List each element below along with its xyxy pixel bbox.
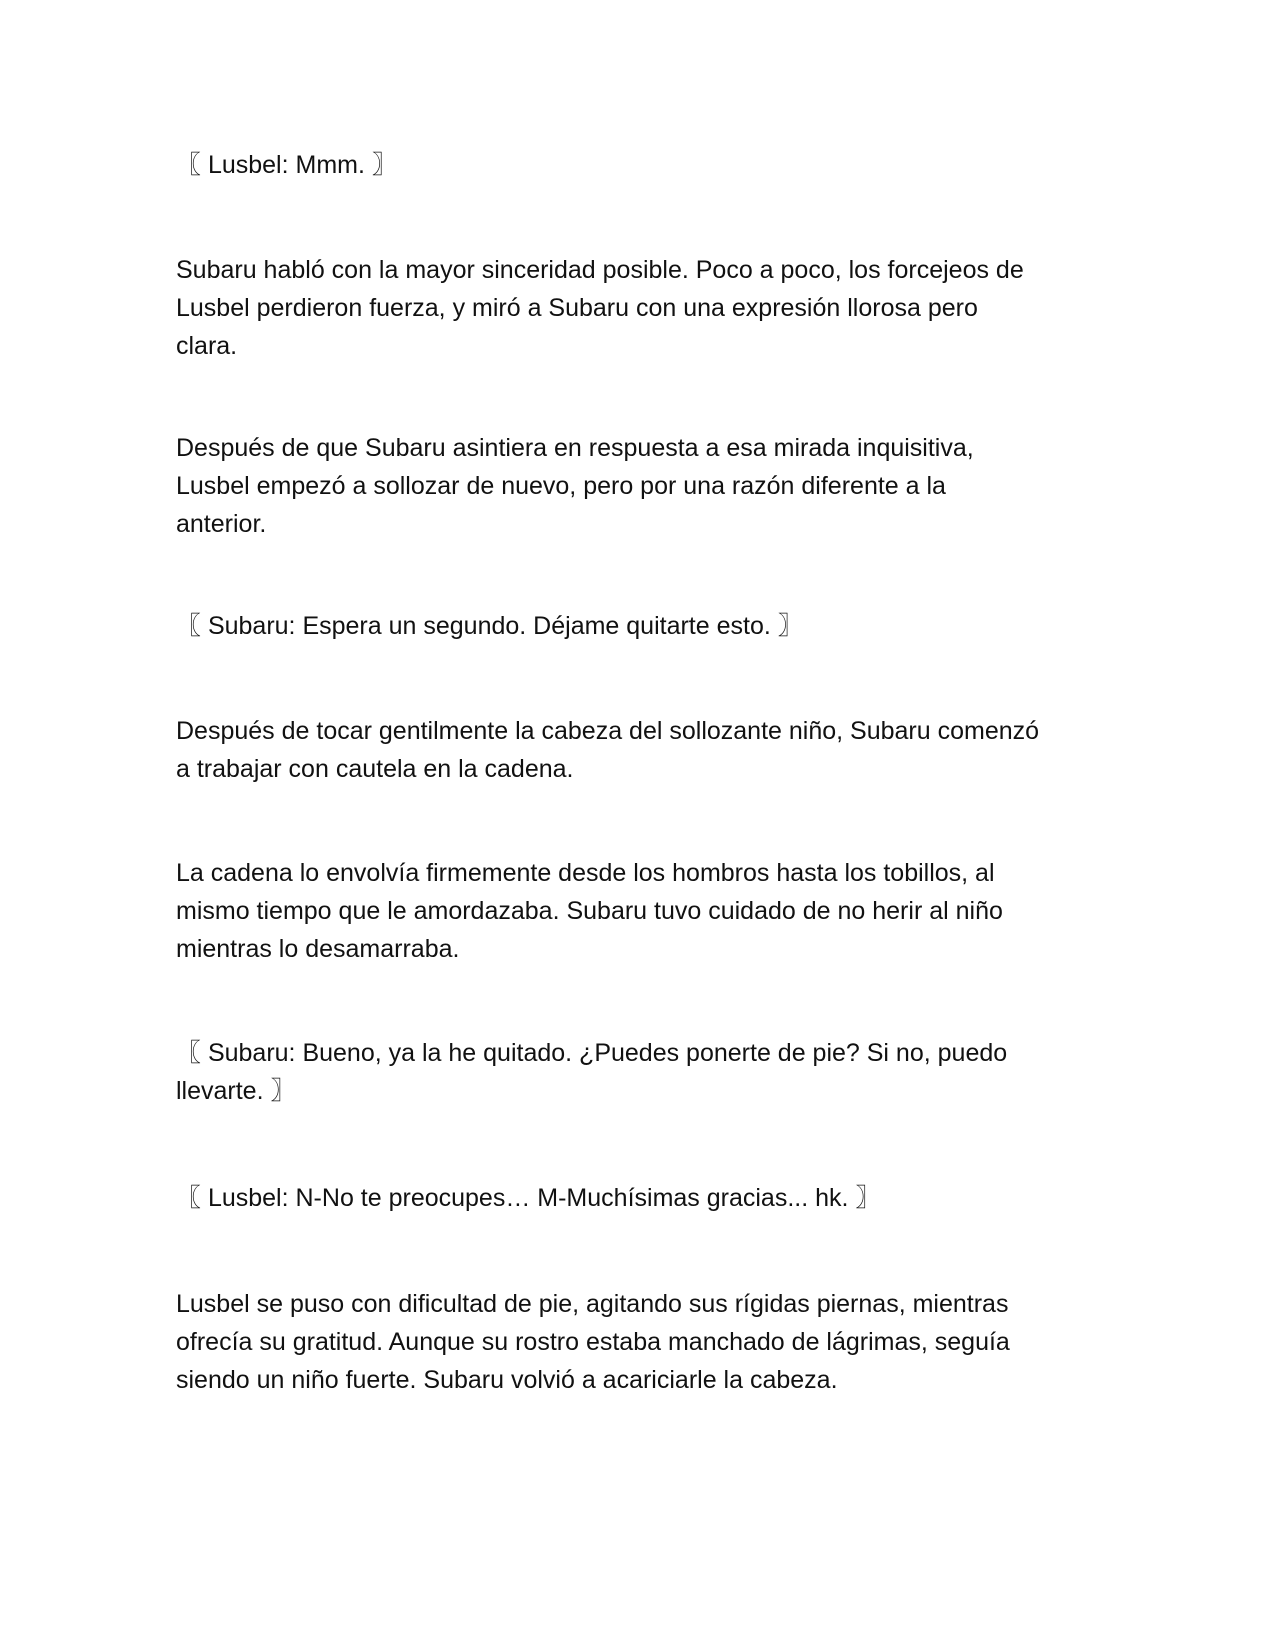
narration-paragraph [176, 854, 1101, 968]
text-line: ofrecía su gratitud. Aunque su rostro estaba manchado de lágrimas, seguía [176, 1328, 1010, 1356]
narration-paragraph [176, 429, 1101, 543]
dialogue-paragraph [176, 607, 1101, 645]
text-line: La cadena lo envolvía firmemente desde los hombros hasta los tobillos, al [176, 859, 995, 887]
text-line: mientras lo desamarraba. [176, 935, 460, 963]
text-line: Subaru habló con la mayor sinceridad posible. Poco a poco, los forcejeos de [176, 256, 1024, 284]
dialogue-paragraph [176, 146, 1101, 184]
text-line: 〖 Lusbel: N-No te preocupes… M-Muchísimas gracias... hk. 〗 [176, 1184, 881, 1212]
text-line: 〖 Subaru: Espera un segundo. Déjame quitarte esto. 〗 [176, 612, 803, 640]
dialogue-paragraph [176, 1179, 1101, 1217]
text-line: llevarte. 〗 [176, 1077, 296, 1105]
dialogue-paragraph [176, 1034, 1101, 1110]
text-line: Lusbel empezó a sollozar de nuevo, pero por una razón diferente a la [176, 472, 946, 500]
text-line: siendo un niño fuerte. Subaru volvió a acariciarle la cabeza. [176, 1366, 838, 1394]
text-line: mismo tiempo que le amordazaba. Subaru tuvo cuidado de no herir al niño [176, 897, 1003, 925]
text-line: clara. [176, 332, 238, 360]
narration-paragraph [176, 251, 1101, 365]
text-line: a trabajar con cautela en la cadena. [176, 755, 574, 783]
text-line: anterior. [176, 510, 267, 538]
text-line: 〖 Lusbel: Mmm. 〗 [176, 151, 397, 179]
text-line: Lusbel perdieron fuerza, y miró a Subaru con una expresión llorosa pero [176, 294, 978, 322]
text-line: Después de que Subaru asintiera en respuesta a esa mirada inquisitiva, [176, 434, 974, 462]
text-line: Lusbel se puso con dificultad de pie, agitando sus rígidas piernas, mientras [176, 1290, 1009, 1318]
narration-paragraph [176, 1285, 1101, 1399]
narration-paragraph [176, 712, 1101, 788]
text-line: Después de tocar gentilmente la cabeza del sollozante niño, Subaru comenzó [176, 717, 1040, 745]
text-line: 〖 Subaru: Bueno, ya la he quitado. ¿Puedes ponerte de pie? Si no, puedo [176, 1039, 1008, 1067]
